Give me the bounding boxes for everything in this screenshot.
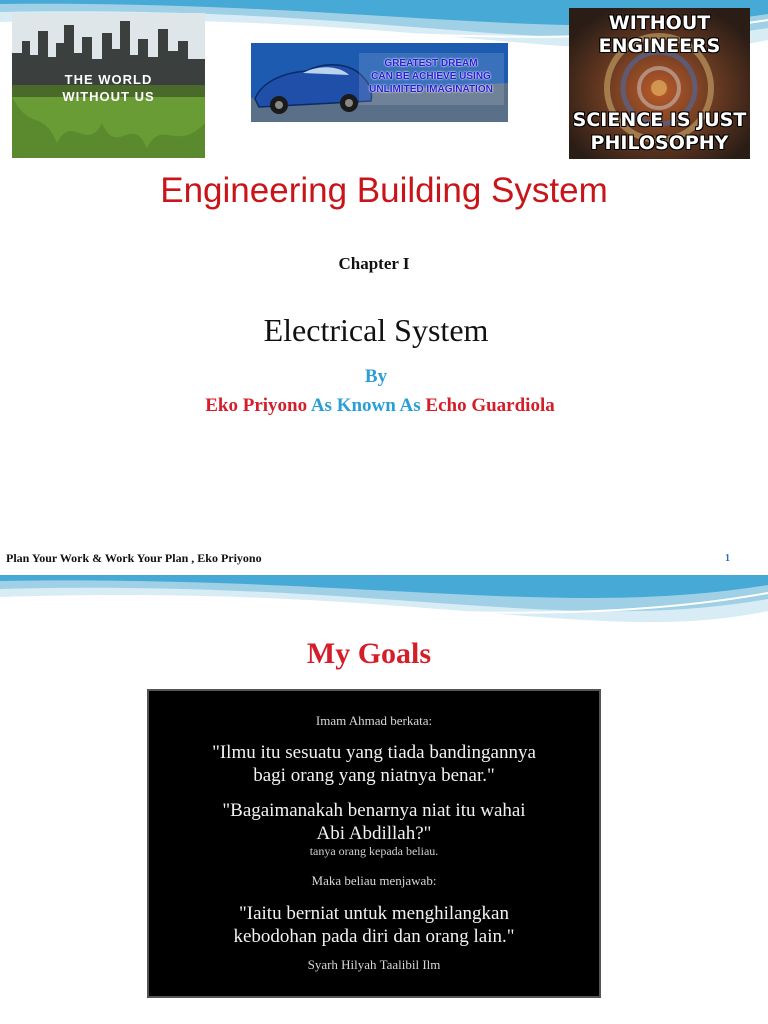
- quote-line: "Iaitu berniat untuk menghilangkan: [239, 903, 509, 924]
- goals-title: My Goals: [306, 637, 432, 670]
- quote-line: kebodohan pada diri dan orang lain.": [233, 926, 515, 947]
- quote-reply: Maka beliau menjawab:: [311, 873, 437, 888]
- engineers-poster-line2: ENGINEERS: [598, 35, 721, 57]
- quote-image: [147, 689, 601, 998]
- author-line: [0, 395, 760, 417]
- goals-slide: [0, 575, 768, 1024]
- engineers-poster-line3: SCIENCE IS JUST: [572, 109, 747, 131]
- author-name: Eko Priyono: [205, 395, 308, 416]
- author-alias: Echo Guardiola: [425, 395, 555, 416]
- slide-title: Engineering Building System: [160, 171, 608, 210]
- quote-note: tanya orang kepada beliau.: [309, 844, 439, 858]
- quote-line: bagi orang yang niatnya benar.": [253, 765, 495, 786]
- by-label: By: [364, 366, 388, 387]
- world-without-us-image: [12, 13, 205, 158]
- car-banner-line1: GREATEST DREAM: [384, 58, 478, 69]
- world-caption-line2: WITHOUT US: [62, 89, 155, 104]
- page-number: 1: [725, 553, 730, 564]
- slide-footer: Plan Your Work & Work Your Plan , Eko Priyono: [6, 551, 262, 565]
- car-banner-line3: UNLIMITED IMAGINATION: [369, 84, 493, 95]
- world-caption-line1: THE WORLD: [64, 72, 153, 87]
- race-car-banner-image: [251, 43, 508, 122]
- quote-line: Abi Abdillah?": [316, 823, 432, 844]
- quote-line: "Bagaimanakah benarnya niat itu wahai: [222, 800, 526, 821]
- author-connector: As Known As: [310, 395, 421, 416]
- subject-heading: Electrical System: [263, 312, 489, 348]
- quote-source: Syarh Hilyah Taalibil Ilm: [307, 957, 441, 972]
- engineers-poster-line1: WITHOUT: [608, 12, 711, 34]
- quote-intro: Imam Ahmad berkata:: [315, 713, 433, 728]
- engineers-poster-image: [569, 8, 750, 159]
- car-banner-line2: CAN BE ACHIEVE USING: [371, 71, 491, 82]
- chapter-label: Chapter I: [338, 254, 410, 273]
- engineers-poster-line4: PHILOSOPHY: [590, 132, 729, 154]
- quote-line: "Ilmu itu sesuatu yang tiada bandingannya: [212, 742, 536, 763]
